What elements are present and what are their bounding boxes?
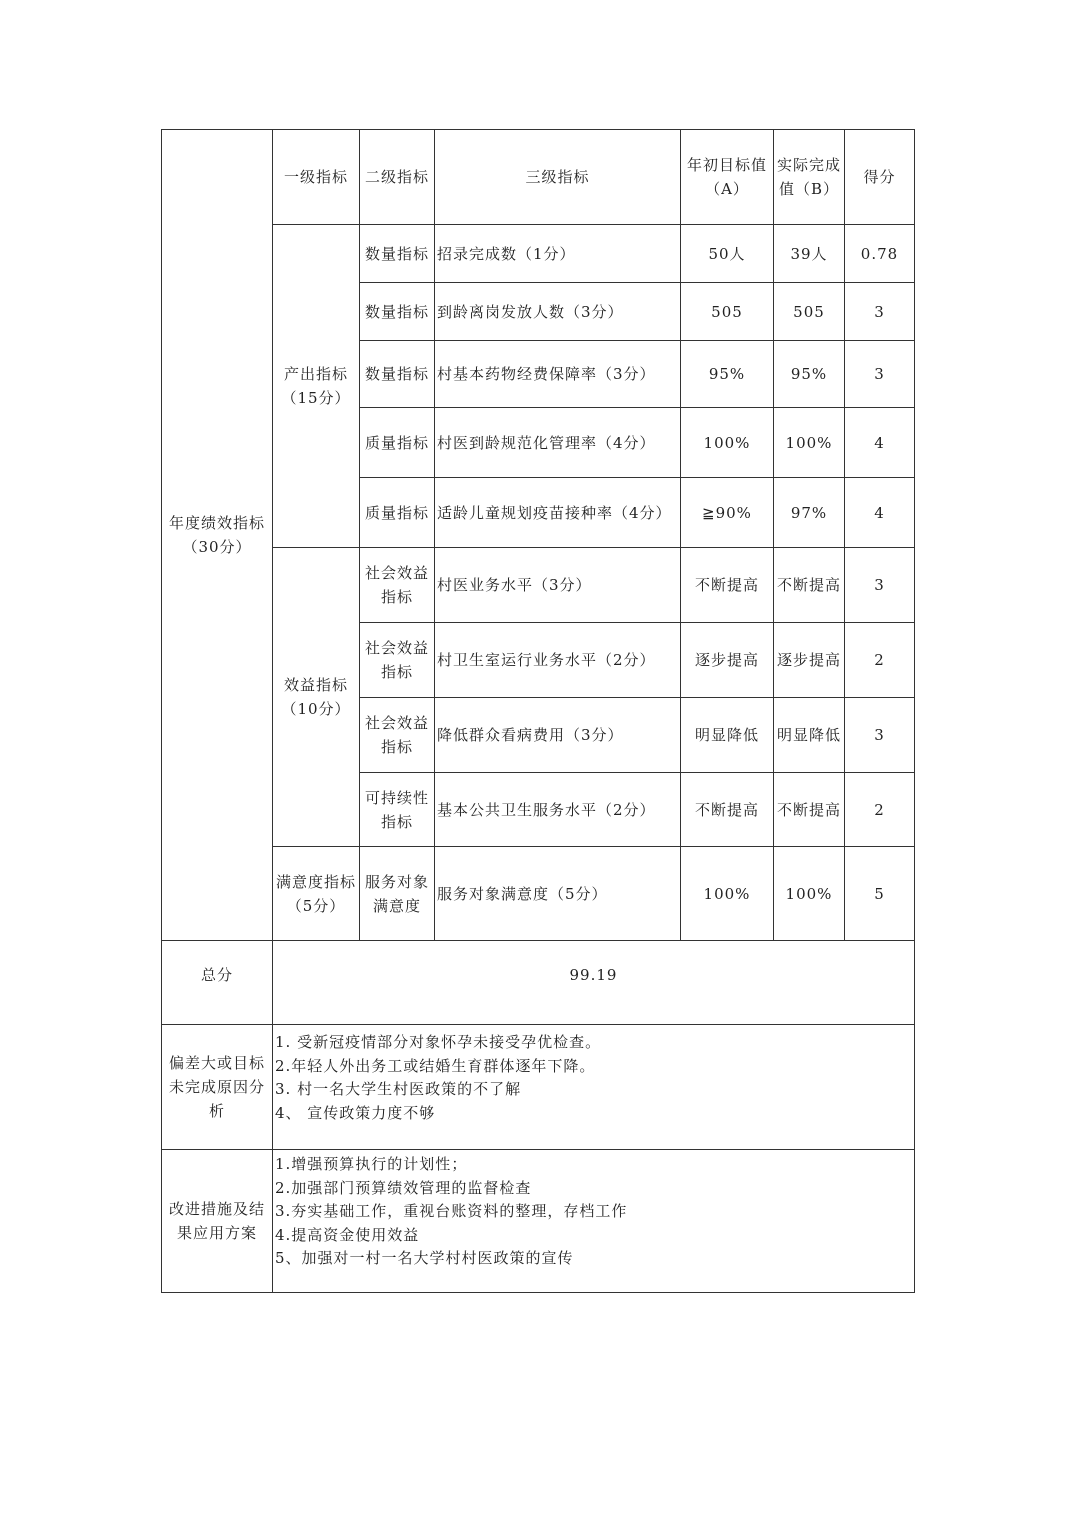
header-target: 年初目标值（A） [681,130,774,225]
row-target: 100% [681,408,774,478]
row-level3: 适龄儿童规划疫苗接种率（4分） [435,478,681,548]
table-row [162,225,915,283]
header-level3: 三级指标 [435,130,681,225]
row-level2: 社会效益指标 [360,548,435,623]
total-label: 总分 [162,941,273,1025]
row-actual: 100% [774,847,845,941]
annual-indicator-label: 年度绩效指标（30分） [162,130,273,941]
row-target: 50人 [681,225,774,283]
list-item: 1.增强预算执行的计划性； [275,1155,468,1173]
deviation-label: 偏差大或目标未完成原因分析 [162,1025,273,1150]
header-level2: 二级指标 [360,130,435,225]
improvement-label: 改进措施及结果应用方案 [162,1150,273,1293]
header-score: 得分 [845,130,915,225]
list-item: 2.加强部门预算绩效管理的监督检查 [275,1178,532,1197]
row-score: 3 [845,548,915,623]
row-level3: 村卫生室运行业务水平（2分） [435,623,681,698]
row-actual: 不断提高 [774,548,845,623]
improvement-row [162,1150,915,1293]
row-actual: 逐步提高 [774,623,845,698]
row-score: 4 [845,478,915,548]
row-level3: 招录完成数（1分） [435,225,681,283]
table-row [162,548,915,623]
list-item: 3. 村一名大学生村医政策的不了解 [275,1080,522,1098]
total-value: 99.19 [273,941,915,1025]
row-actual: 97% [774,478,845,548]
row-level3: 村医业务水平（3分） [435,548,681,623]
row-score: 0.78 [845,225,915,283]
row-score: 4 [845,408,915,478]
header-actual: 实际完成值（B） [774,130,845,225]
total-row [162,941,915,1025]
header-row [162,130,915,225]
improvement-list [273,1150,915,1293]
row-level2: 服务对象满意度 [360,847,435,941]
row-score: 3 [845,698,915,773]
list-item: 4.提高资金使用效益 [275,1225,420,1244]
row-level2: 社会效益指标 [360,623,435,698]
row-target: 不断提高 [681,548,774,623]
header-level1: 一级指标 [273,130,360,225]
row-target: 100% [681,847,774,941]
row-level2: 可持续性指标 [360,773,435,847]
row-target: ≧90% [681,478,774,548]
benefit-indicator-label: 效益指标（10分） [273,548,360,847]
row-level3: 到龄离岗发放人数（3分） [435,283,681,341]
row-level3: 服务对象满意度（5分） [435,847,681,941]
deviation-list [273,1025,915,1150]
list-item: 2.年轻人外出务工或结婚生育群体逐年下降。 [275,1056,596,1075]
row-score: 3 [845,283,915,341]
row-level2: 质量指标 [360,408,435,478]
row-actual: 100% [774,408,845,478]
satisfaction-indicator-label: 满意度指标（5分） [273,847,360,941]
row-level2: 数量指标 [360,283,435,341]
row-actual: 505 [774,283,845,341]
performance-table [161,129,915,1293]
row-score: 3 [845,341,915,408]
row-score: 2 [845,773,915,847]
row-actual: 95% [774,341,845,408]
row-target: 不断提高 [681,773,774,847]
list-item: 4、 宣传政策力度不够 [275,1103,436,1122]
row-actual: 不断提高 [774,773,845,847]
row-target: 逐步提高 [681,623,774,698]
row-score: 5 [845,847,915,941]
table-row [162,847,915,941]
row-level3: 村基本药物经费保障率（3分） [435,341,681,408]
row-target: 505 [681,283,774,341]
deviation-row [162,1025,915,1150]
row-level3: 降低群众看病费用（3分） [435,698,681,773]
row-level2: 数量指标 [360,225,435,283]
row-level3: 村医到龄规范化管理率（4分） [435,408,681,478]
output-indicator-label: 产出指标（15分） [273,225,360,548]
row-level3: 基本公共卫生服务水平（2分） [435,773,681,847]
list-item: 5、加强对一村一名大学村村医政策的宣传 [275,1249,574,1267]
list-item: 3.夯实基础工作，重视台账资料的整理，存档工作 [275,1202,628,1220]
row-target: 95% [681,341,774,408]
list-item: 1. 受新冠疫情部分对象怀孕未接受孕优检查。 [275,1033,602,1051]
row-target: 明显降低 [681,698,774,773]
row-level2: 数量指标 [360,341,435,408]
row-level2: 质量指标 [360,478,435,548]
row-actual: 明显降低 [774,698,845,773]
row-score: 2 [845,623,915,698]
row-actual: 39人 [774,225,845,283]
row-level2: 社会效益指标 [360,698,435,773]
